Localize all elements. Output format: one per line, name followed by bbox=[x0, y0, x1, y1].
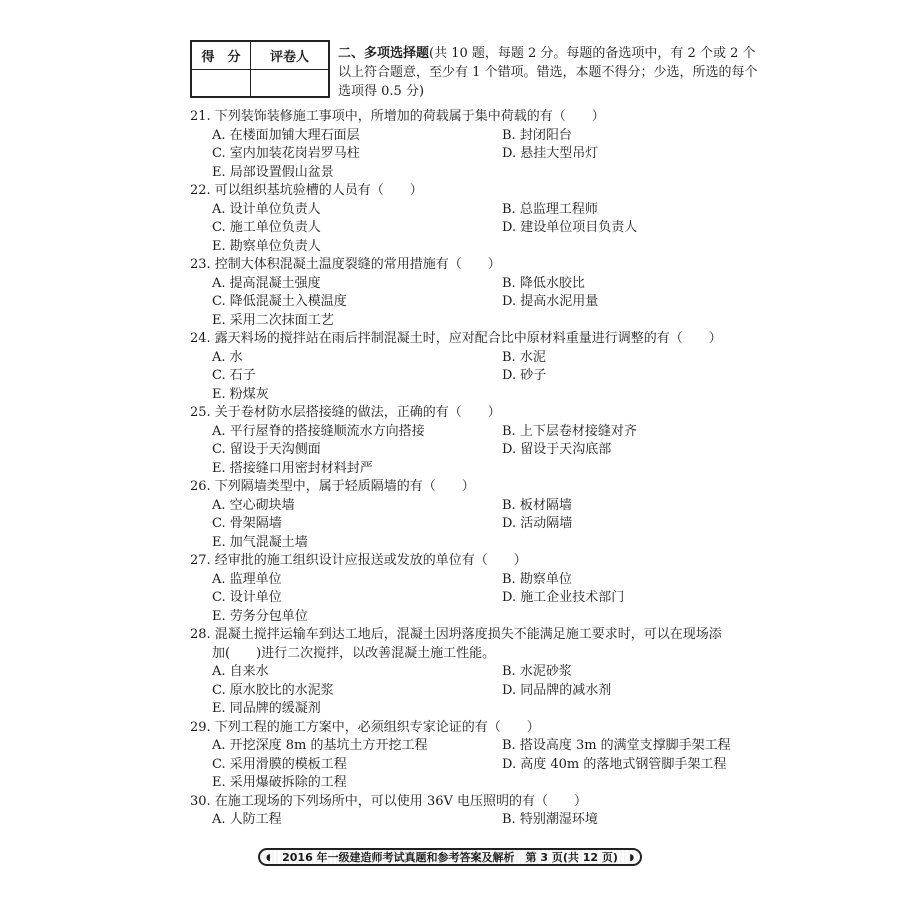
section-instructions: (共 10 题，每题 2 分。每题的备选项中，有 2 个或 2 个以上符合题意，至少有 1 个错项。错选，本题不得分；少选，所选的每个选项得 0.5 分) bbox=[338, 46, 758, 99]
question-29 bbox=[190, 719, 790, 793]
answer-option[interactable]: B. 上下层卷材接缝对齐 bbox=[502, 423, 637, 439]
score-box bbox=[190, 40, 330, 98]
option-grid bbox=[190, 127, 790, 183]
answer-option[interactable]: D. 高度 40m 的落地式钢管脚手架工程 bbox=[502, 756, 727, 772]
answer-option[interactable]: D. 建设单位项目负责人 bbox=[502, 220, 638, 235]
answer-option[interactable]: E. 采用爆破拆除的工程 bbox=[212, 775, 347, 790]
option-grid bbox=[190, 349, 790, 405]
answer-option[interactable]: A. 自来水 bbox=[212, 664, 269, 679]
footer-text: 2016 年一级建造师考试真题和参考答案及解析 第 3 页(共 12 页) bbox=[282, 851, 618, 864]
answer-option[interactable]: E. 局部设置假山盆景 bbox=[212, 164, 334, 180]
option-grid bbox=[190, 571, 790, 627]
answer-option[interactable]: A. 开挖深度 8m 的基坑土方开挖工程 bbox=[212, 738, 428, 753]
question-stem: 27. 经审批的施工组织设计应报送或发放的单位有（ ） bbox=[190, 553, 527, 568]
answer-option[interactable]: A. 设计单位负责人 bbox=[212, 201, 321, 217]
answer-option[interactable]: B. 水泥 bbox=[502, 349, 546, 365]
question-stem-continued: 加( )进行二次搅拌，以改善混凝土施工性能。 bbox=[212, 645, 496, 661]
question-stem: 22. 可以组织基坑验槽的人员有（ ） bbox=[190, 183, 423, 198]
answer-option[interactable]: B. 水泥砂浆 bbox=[502, 664, 572, 679]
answer-option[interactable]: B. 特别潮湿环境 bbox=[502, 812, 598, 827]
question-stem: 29. 下列工程的施工方案中，必须组织专家论证的有（ ） bbox=[190, 719, 540, 735]
question-25 bbox=[190, 404, 790, 478]
question-30 bbox=[190, 793, 790, 830]
question-24 bbox=[190, 330, 790, 404]
section-header bbox=[338, 44, 758, 101]
question-23 bbox=[190, 256, 790, 330]
answer-option[interactable]: B. 封闭阳台 bbox=[502, 127, 572, 143]
option-grid bbox=[190, 811, 790, 830]
answer-option[interactable]: E. 劳务分包单位 bbox=[212, 608, 308, 624]
answer-option[interactable]: C. 降低混凝土入模温度 bbox=[212, 294, 347, 309]
reviewer-label: 评卷人 bbox=[269, 50, 309, 65]
answer-option[interactable]: B. 总监理工程师 bbox=[502, 201, 598, 217]
answer-option[interactable]: C. 留设于天沟侧面 bbox=[212, 442, 321, 457]
answer-option[interactable]: B. 搭设高度 3m 的满堂支撑脚手架工程 bbox=[502, 738, 731, 753]
answer-option[interactable]: B. 降低水胶比 bbox=[502, 275, 585, 291]
page-footer bbox=[258, 848, 642, 866]
reviewer-field[interactable] bbox=[251, 70, 328, 97]
question-21 bbox=[190, 108, 790, 182]
score-box-header bbox=[192, 42, 328, 70]
answer-option[interactable]: C. 室内加装花岗岩罗马柱 bbox=[212, 146, 360, 161]
question-stem: 21. 下列装饰装修施工事项中，所增加的荷载属于集中荷载的有（ ） bbox=[190, 109, 605, 124]
answer-option[interactable]: B. 勘察单位 bbox=[502, 571, 572, 587]
question-27 bbox=[190, 552, 790, 626]
answer-option[interactable]: D. 提高水泥用量 bbox=[502, 294, 599, 309]
question-stem: 25. 关于卷材防水层搭接缝的做法，正确的有（ ） bbox=[190, 405, 501, 420]
section-title: 二、多项选择题 bbox=[338, 46, 430, 61]
option-grid bbox=[190, 201, 790, 257]
answer-option[interactable]: D. 同品牌的减水剂 bbox=[502, 682, 612, 698]
answer-option[interactable]: A. 人防工程 bbox=[212, 812, 282, 827]
option-grid bbox=[190, 663, 790, 719]
answer-option[interactable]: A. 在楼面加铺大理石面层 bbox=[212, 127, 360, 143]
question-stem: 30. 在施工现场的下列场所中，可以使用 36V 电压照明的有（ ） bbox=[190, 793, 588, 809]
answer-option[interactable]: E. 粉煤灰 bbox=[212, 386, 269, 402]
question-stem: 28. 混凝土搅拌运输车到达工地后，混凝土因坍落度损失不能满足施工要求时，可以在现场添 bbox=[190, 627, 722, 642]
question-stem: 23. 控制大体积混凝土温度裂缝的常用措施有（ ） bbox=[190, 257, 501, 272]
question-stem: 26. 下列隔墙类型中，属于轻质隔墙的有（ ） bbox=[190, 479, 475, 494]
answer-option[interactable]: C. 原水胶比的水泥浆 bbox=[212, 682, 334, 698]
footer-ornament-left-icon: ◖ bbox=[266, 853, 271, 863]
answer-option[interactable]: A. 水 bbox=[212, 349, 243, 365]
option-grid bbox=[190, 423, 790, 479]
answer-option[interactable]: A. 空心砌块墙 bbox=[212, 497, 295, 513]
answer-option[interactable]: A. 提高混凝土强度 bbox=[212, 275, 321, 291]
question-26 bbox=[190, 478, 790, 552]
answer-option[interactable]: E. 加气混凝土墙 bbox=[212, 534, 308, 550]
question-stem: 24. 露天料场的搅拌站在雨后拌制混凝土时，应对配合比中原材料重量进行调整的有（ ） bbox=[190, 331, 722, 346]
answer-option[interactable]: E. 采用二次抹面工艺 bbox=[212, 312, 334, 328]
answer-option[interactable]: A. 平行屋脊的搭接缝顺流水方向搭接 bbox=[212, 423, 425, 439]
answer-option[interactable]: D. 施工企业技术部门 bbox=[502, 590, 625, 605]
answer-option[interactable]: C. 石子 bbox=[212, 368, 256, 383]
answer-option[interactable]: C. 设计单位 bbox=[212, 590, 282, 605]
score-box-blank-row bbox=[192, 70, 328, 97]
answer-option[interactable]: E. 搭接缝口用密封材料封严 bbox=[212, 460, 373, 476]
answer-option[interactable]: A. 监理单位 bbox=[212, 571, 282, 587]
answer-option[interactable]: D. 活动隔墙 bbox=[502, 516, 573, 531]
option-grid bbox=[190, 497, 790, 553]
answer-option[interactable]: C. 施工单位负责人 bbox=[212, 220, 321, 235]
option-grid bbox=[190, 737, 790, 793]
footer-ornament-right-icon: ◗ bbox=[629, 853, 634, 863]
answer-option[interactable]: D. 悬挂大型吊灯 bbox=[502, 146, 599, 161]
answer-option[interactable]: E. 勘察单位负责人 bbox=[212, 238, 321, 254]
answer-option[interactable]: D. 砂子 bbox=[502, 368, 547, 383]
score-field[interactable] bbox=[192, 70, 251, 97]
question-list bbox=[190, 108, 790, 830]
question-22 bbox=[190, 182, 790, 256]
answer-option[interactable]: C. 骨架隔墙 bbox=[212, 516, 282, 531]
answer-option[interactable]: C. 采用滑膜的模板工程 bbox=[212, 756, 347, 772]
answer-option[interactable]: B. 板材隔墙 bbox=[502, 497, 572, 513]
answer-option[interactable]: E. 同品牌的缓凝剂 bbox=[212, 701, 321, 716]
answer-option[interactable]: D. 留设于天沟底部 bbox=[502, 442, 612, 457]
question-28 bbox=[190, 626, 790, 719]
score-label: 得 分 bbox=[192, 42, 251, 69]
option-grid bbox=[190, 275, 790, 331]
